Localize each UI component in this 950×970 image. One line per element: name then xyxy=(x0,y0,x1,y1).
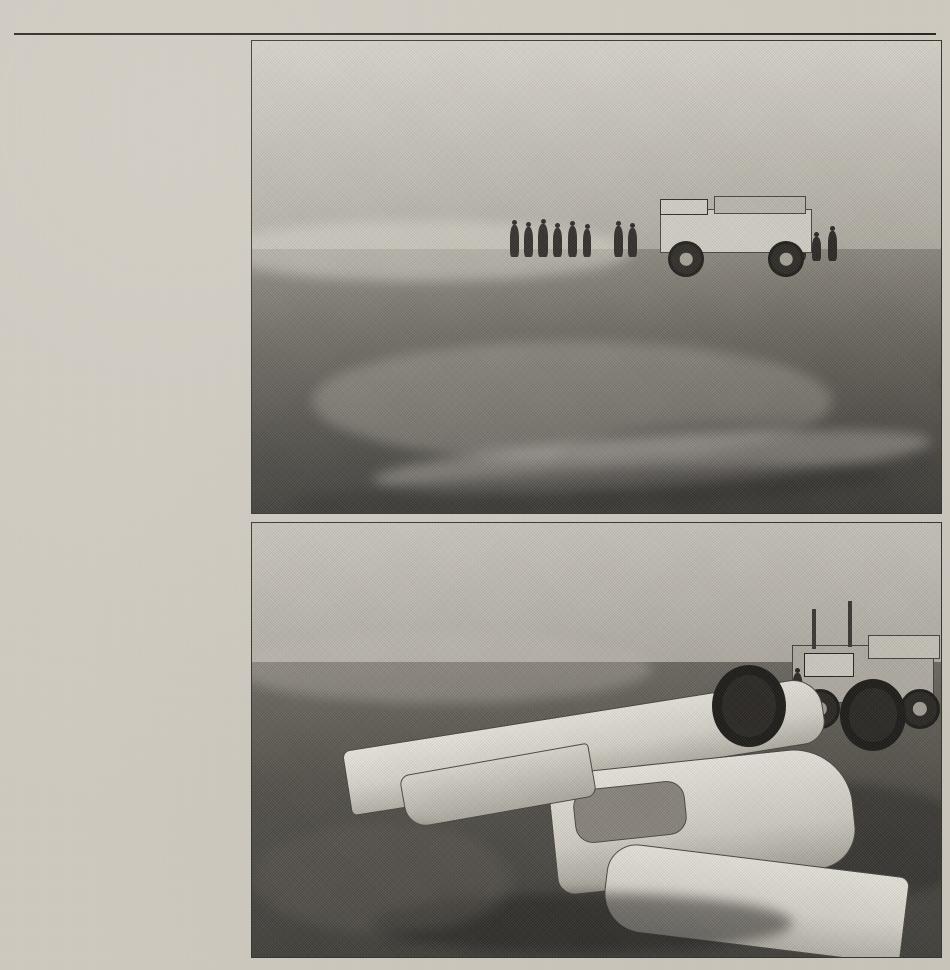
head-shape xyxy=(585,224,590,229)
person-figure xyxy=(614,226,623,257)
landing-gear-wheel xyxy=(712,665,786,747)
wheel-hub xyxy=(913,702,927,716)
recovery-truck-roof xyxy=(868,635,940,659)
haze-blotch xyxy=(251,633,652,703)
wheel xyxy=(768,241,804,277)
person-figure xyxy=(568,226,577,257)
fire-engine-roof-load xyxy=(714,196,806,214)
head-shape xyxy=(570,221,575,226)
person-figure xyxy=(628,228,637,257)
photo-top xyxy=(251,40,942,514)
article-text-column xyxy=(12,44,244,956)
head-shape xyxy=(630,223,635,228)
head-shape xyxy=(814,232,819,237)
head-shape xyxy=(541,219,546,224)
recovery-truck-window xyxy=(804,653,854,677)
person-figure xyxy=(812,237,821,261)
photo-bottom xyxy=(251,522,942,958)
head-shape xyxy=(616,221,621,226)
wheel-hub xyxy=(680,253,693,266)
head-shape xyxy=(555,223,560,228)
head-shape xyxy=(526,222,531,227)
fire-engine-cab xyxy=(660,199,708,215)
person-figure xyxy=(510,225,519,257)
person-figure xyxy=(583,229,591,257)
head-shape xyxy=(830,226,835,231)
person-figure xyxy=(828,231,837,261)
head-shape xyxy=(795,668,800,673)
head-shape xyxy=(512,220,517,225)
person-figure xyxy=(538,224,548,257)
antenna xyxy=(848,601,852,647)
antenna xyxy=(812,609,816,649)
ground-blotch xyxy=(252,823,512,933)
person-figure xyxy=(524,227,533,257)
header-divider xyxy=(14,33,936,35)
wheel xyxy=(668,241,704,277)
wheel xyxy=(900,689,940,729)
wheel-hub xyxy=(780,253,793,266)
landing-gear-wheel xyxy=(840,679,906,751)
person-figure xyxy=(553,228,562,257)
